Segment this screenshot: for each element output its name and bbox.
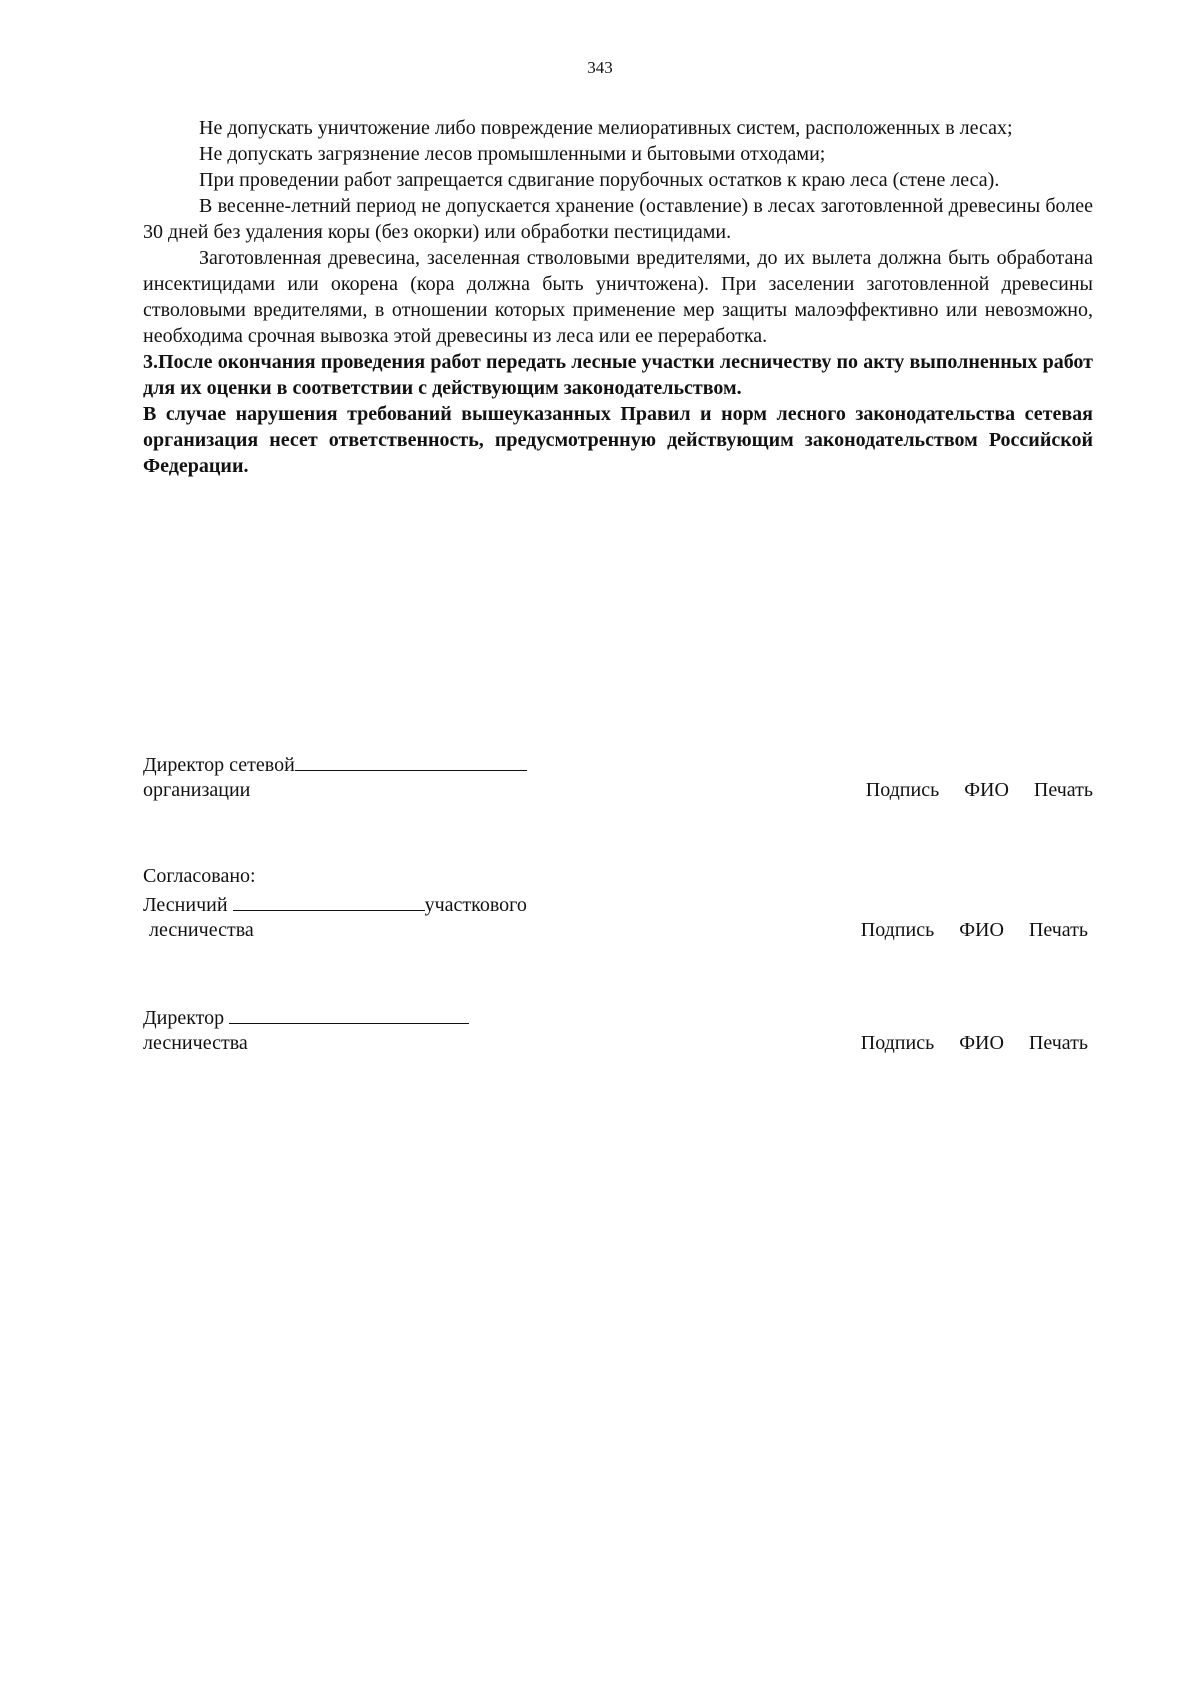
signature-line bbox=[143, 750, 1093, 777]
signature-line bbox=[143, 1030, 1093, 1057]
fio-label: ФИО bbox=[959, 919, 1004, 941]
signature-title: Лесничий bbox=[143, 894, 228, 916]
signature-blank[interactable] bbox=[233, 890, 425, 911]
document-body bbox=[143, 115, 1093, 479]
seal-label: Печать bbox=[1033, 779, 1093, 801]
signature-line bbox=[143, 777, 1093, 804]
signature-line bbox=[143, 1003, 1093, 1030]
agreed-label: Согласовано: bbox=[143, 865, 256, 887]
agreed-heading bbox=[143, 863, 1093, 890]
signature-labels bbox=[841, 1030, 1088, 1057]
signature-block-forester bbox=[143, 863, 1093, 944]
signature-title-suffix: участкового bbox=[424, 894, 527, 916]
paragraph-pest-treatment: Заготовленная древесина, заселенная стволовыми вредителями, до их вылета должна быть обработана инсектицидами или окорена (кора должна быть уничтожена). При заселении заготовленной древесины стволовыми вредителями, в отношении которых применение мер защиты малоэффективно или невозможно, необходима срочная вывозка этой древесины из леса или ее переработка. bbox=[143, 247, 1093, 347]
seal-label: Печать bbox=[1028, 919, 1088, 941]
paragraph-handover: 3.После окончания проведения работ передать лесные участки лесничеству по акту выполненных работ для их оценки в соответствии с действующим законодательством. bbox=[143, 351, 1093, 399]
signature-title: лесничества bbox=[143, 1032, 248, 1054]
seal-label: Печать bbox=[1028, 1032, 1088, 1054]
signature-blank[interactable] bbox=[295, 750, 527, 771]
signature-label: Подпись bbox=[860, 919, 935, 941]
paragraph-slash-residue: При проведении работ запрещается сдвигание порубочных остатков к краю леса (стене леса). bbox=[199, 169, 1000, 191]
paragraph-pollution: Не допускать загрязнение лесов промышленными и бытовыми отходами; bbox=[199, 143, 826, 165]
signature-title: лесничества bbox=[149, 919, 254, 941]
signature-labels bbox=[841, 917, 1088, 944]
signature-line bbox=[143, 890, 1093, 917]
paragraph-timber-storage: В весенне-летний период не допускается хранение (оставление) в лесах заготовленной древесины более 30 дней без удаления коры (без окорки) или обработки пестицидами. bbox=[143, 195, 1093, 243]
fio-label: ФИО bbox=[959, 1032, 1004, 1054]
page-number: 343 bbox=[587, 58, 613, 77]
signature-title: организации bbox=[143, 779, 251, 801]
signature-labels bbox=[846, 777, 1093, 804]
signature-title: Директор сетевой bbox=[143, 754, 295, 776]
signature-block-forestry-director bbox=[143, 1003, 1093, 1057]
signature-block-network-director bbox=[143, 750, 1093, 804]
signature-blank[interactable] bbox=[229, 1003, 469, 1024]
signature-line bbox=[143, 917, 1093, 944]
paragraph-melioration: Не допускать уничтожение либо повреждение мелиоративных систем, расположенных в лесах; bbox=[199, 117, 1013, 139]
paragraph-liability: В случае нарушения требований вышеуказанных Правил и норм лесного законодательства сетевая организация несет ответственность, предусмотренную действующим законодательством Российской Федерации. bbox=[143, 403, 1093, 477]
signature-label: Подпись bbox=[865, 779, 940, 801]
signature-label: Подпись bbox=[860, 1032, 935, 1054]
fio-label: ФИО bbox=[964, 779, 1009, 801]
signature-title: Директор bbox=[143, 1007, 225, 1029]
